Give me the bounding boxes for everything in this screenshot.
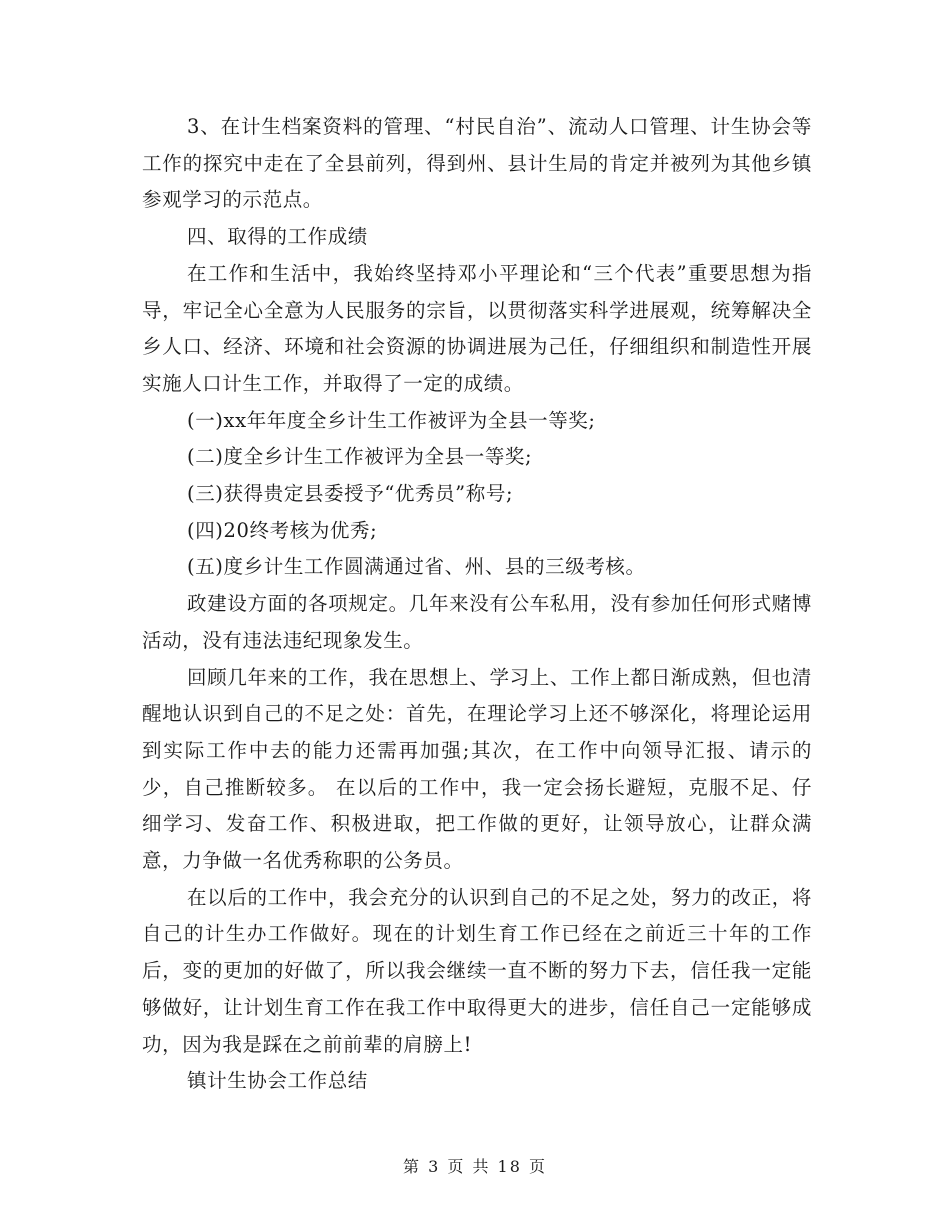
paragraph-future-work: 在以后的工作中，我会充分的认识到自己的不足之处，努力的改正，将自己的计生办工作做好。现在的计划生育工作已经在之前近三十年的工作后，变的更加的好做了，所以我会继续一直不断的努力下去，信任我一定能够做好，让计划生育工作在我工作中取得更大的进步，信任自己一定能够成功，因为我是踩在之前前辈的肩膀上! — [142, 885, 812, 1056]
section-heading-association-summary: 镇计生协会工作总结 — [187, 1069, 368, 1093]
page-number-footer: 第 3 页 共 18 页 — [403, 1157, 547, 1176]
list-item-achievement-4: (四)20终考核为优秀; — [187, 518, 378, 542]
section-heading-achievements: 四、取得的工作成绩 — [187, 225, 368, 249]
paragraph-archive-work: 3、在计生档案资料的管理、“村民自治”、流动人口管理、计生协会等工作的探究中走在了全县前列，得到州、县计生局的肯定并被列为其他乡镇参观学习的示范点。 — [142, 115, 812, 212]
paragraph-integrity: 政建设方面的各项规定。几年来没有公车私用，没有参加任何形式赌博活动，没有违法违纪现象发生。 — [142, 592, 812, 652]
list-item-achievement-3: (三)获得贵定县委授予“优秀员”称号; — [187, 482, 514, 506]
document-body — [142, 109, 812, 1100]
list-item-achievement-1: (一)xx年年度全乡计生工作被评为全县一等奖; — [187, 408, 596, 432]
list-item-achievement-2: (二)度全乡计生工作被评为全县一等奖; — [187, 445, 533, 469]
paragraph-review: 回顾几年来的工作，我在思想上、学习上、工作上都日渐成熟，但也清醒地认识到自己的不足之处：首先，在理论学习上还不够深化，将理论运用到实际工作中去的能力还需再加强;其次，在工作中向领导汇报、请示的少，自己推断较多。 在以后的工作中，我一定会扬长避短，克服不足、仔细学习、发奋工作、积极进取，把工作做的更好，让领导放心，让群众满意，力争做一名优秀称职的公务员。 — [142, 665, 812, 873]
list-item-achievement-5: (五)度乡计生工作圆满通过省、州、县的三级考核。 — [187, 555, 646, 579]
paragraph-guiding-principles: 在工作和生活中，我始终坚持邓小平理论和“三个代表”重要思想为指导，牢记全心全意为人民服务的宗旨，以贯彻落实科学进展观，统筹解决全乡人口、经济、环境和社会资源的协调进展为己任，仔细组织和制造性开展实施人口计生工作，并取得了一定的成绩。 — [142, 261, 812, 395]
